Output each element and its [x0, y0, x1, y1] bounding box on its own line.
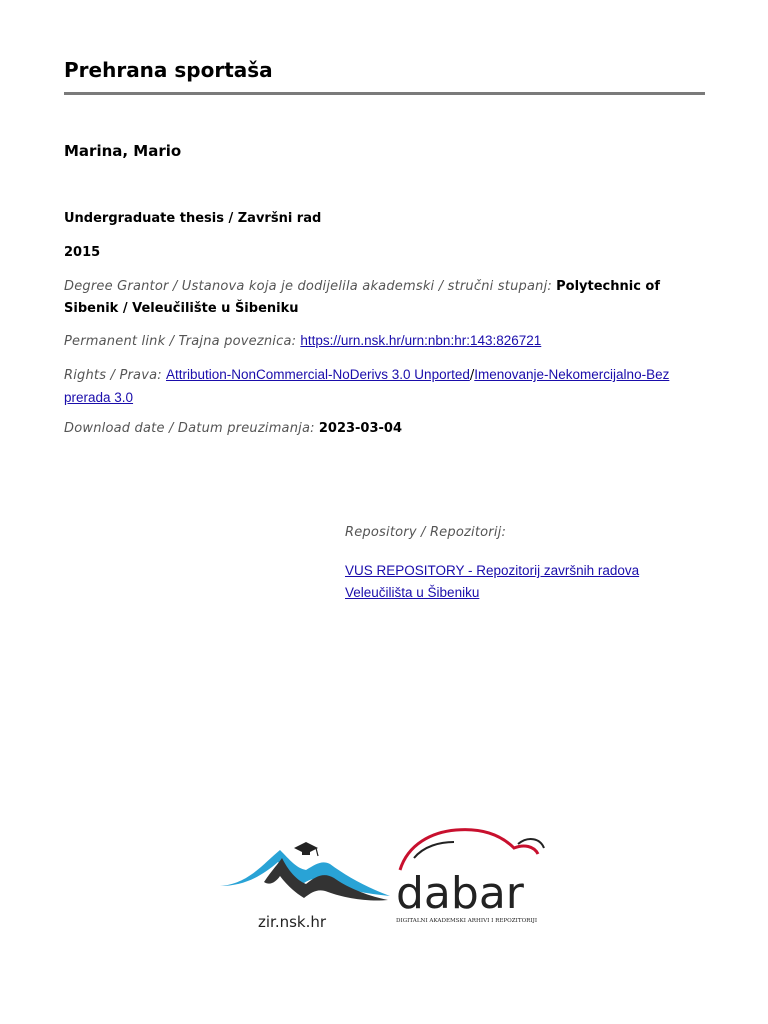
author-name: Marina, Mario [64, 142, 182, 160]
degree-grantor-row [64, 276, 714, 320]
dabar-outline-dark [414, 842, 454, 858]
dabar-outline-red [400, 830, 538, 870]
dabar-subtitle: DIGITALNI AKADEMSKI ARHIVI I REPOZITORIJI [396, 918, 538, 924]
license-en-link[interactable]: Attribution-NonCommercial-NoDerivs 3.0 Unported [165, 367, 470, 382]
zir-text: zir.nsk.hr [258, 913, 327, 931]
degree-grantor-label: Degree Grantor / Ustanova koja je dodijelila akademski / stručni stupanj: [64, 279, 552, 294]
thesis-type: Undergraduate thesis / Završni rad [64, 211, 322, 226]
download-date-row [64, 418, 714, 440]
download-date-value: 2023-03-04 [318, 421, 403, 436]
repository-label: Repository / Repozitorij: [345, 525, 507, 540]
repository-link[interactable]: VUS REPOSITORY - Repozitorij završnih radova Veleučilišta u Šibeniku [345, 563, 640, 600]
title-divider [64, 92, 705, 95]
rights-label: Rights / Prava: [64, 368, 162, 383]
permanent-link[interactable]: https://urn.nsk.hr/urn:nbn:hr:143:826721 [300, 333, 542, 348]
license-hr-link[interactable]: Imenovanje-Nekomercijalno-Bez prerada 3.0 [64, 367, 670, 405]
download-date-label: Download date / Datum preuzimanja: [64, 421, 315, 436]
document-title: Prehrana sportaša [64, 58, 273, 82]
permanent-link-row [64, 330, 714, 353]
logos [218, 814, 558, 934]
permanent-link-label: Permanent link / Trajna poveznica: [64, 334, 297, 349]
dabar-text: dabar [396, 868, 524, 919]
year: 2015 [64, 245, 101, 260]
rights-row [64, 364, 704, 410]
repository-link-wrapper [345, 560, 665, 604]
degree-grantor-value: Polytechnic of Sibenik / Veleučilište u Šibeniku [64, 279, 661, 316]
license-separator: / [469, 368, 475, 383]
zir-logo-icon [218, 814, 558, 934]
